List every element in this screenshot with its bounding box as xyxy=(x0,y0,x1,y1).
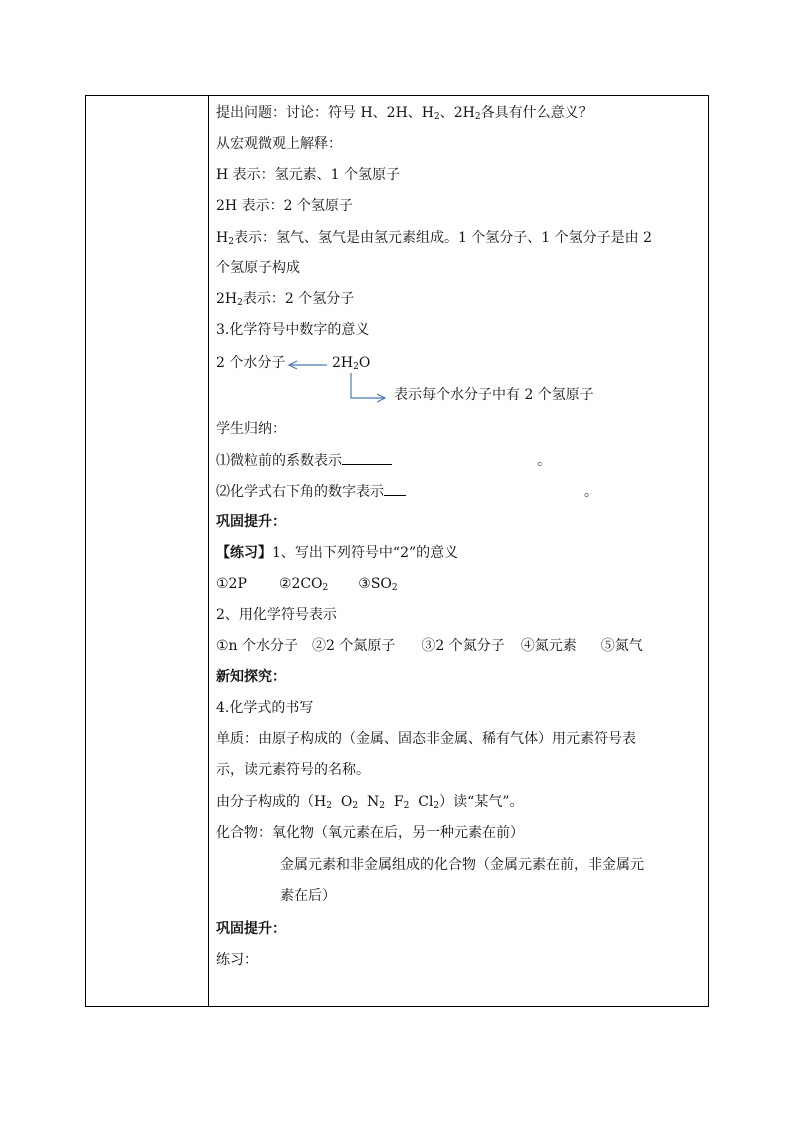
explain-heading: 从宏观微观上解释： xyxy=(216,136,342,152)
new-knowledge-heading: 新知探究： xyxy=(216,669,286,685)
2h2-meaning: $2H_2$表示：2 个氢分子 xyxy=(216,291,355,308)
summary-item-1-period: 。 xyxy=(537,453,551,469)
element-substance-rule-cont: 示，读元素符号的名称。 xyxy=(216,762,370,778)
exercise-1-items: ①2P $②2CO_2$ $③SO_2$ xyxy=(216,576,398,593)
diagram-left-label: 2 个水分子 xyxy=(216,355,286,371)
diagram-formula: $2H_2O$ xyxy=(332,355,371,372)
section-4-title: 4.化学式的书写 xyxy=(216,700,314,716)
diagram-arrows xyxy=(209,96,509,416)
lesson-table xyxy=(85,95,709,1007)
student-summary: 学生归纳： xyxy=(216,421,286,437)
compound-rule: 化合物：氧化物（氧元素在后，另一种元素在前） xyxy=(216,825,524,841)
content-cell xyxy=(209,96,708,1006)
summary-item-2: ⑵化学式右下角的数字表示 xyxy=(216,483,406,501)
practice-label: 练习： xyxy=(216,952,258,968)
answer-blank-2 xyxy=(384,483,406,496)
h-meaning: H 表示：氢元素、1 个氢原子 xyxy=(216,167,401,183)
question-line: 提出问题：讨论：符号 H、2H、$H_2$、$2H_2$各具有什么意义？ xyxy=(216,105,593,122)
right-arrow-line xyxy=(351,373,385,398)
diagram-right-label: 表示每个水分子中有 2 个氢原子 xyxy=(394,387,594,403)
summary-item-1: ⑴微粒前的系数表示 xyxy=(216,452,392,470)
element-substance-rule: 单质：由原子构成的（金属、固态非金属、稀有气体）用元素符号表 xyxy=(216,731,636,747)
consolidate-heading-2: 巩固提升： xyxy=(216,921,286,937)
consolidate-heading-1: 巩固提升： xyxy=(216,514,286,530)
molecule-rule: 由分子构成的（$H_2$ $O_2$ $N_2$ $F_2$ $Cl_2$）读“某气”。 xyxy=(216,794,524,811)
h2-meaning: $H_2$表示：氢气、氢气是由氢元素组成。1 个氢分子、1 个氢分子是由 2 xyxy=(216,230,653,247)
exercise-1: 【练习】1、写出下列符号中“2”的意义 xyxy=(216,545,459,561)
exercise-2: 2、用化学符号表示 xyxy=(216,607,337,623)
left-cell xyxy=(86,96,208,1006)
section-3-title: 3.化学符号中数字的意义 xyxy=(216,322,370,338)
2h-meaning: 2H 表示：2 个氢原子 xyxy=(216,198,353,214)
summary-item-2-period: 。 xyxy=(584,484,598,500)
answer-blank-1 xyxy=(342,452,392,465)
compound-rule-metal-cont: 素在后） xyxy=(280,888,336,904)
exercise-2-items: ①n 个水分子 ②2 个氮原子 ③2 个氮分子 ④氮元素 ⑤氮气 xyxy=(216,638,643,654)
compound-rule-metal: 金属元素和非金属组成的化合物（金属元素在前，非金属元 xyxy=(280,857,644,873)
h2-meaning-cont: 个氢原子构成 xyxy=(216,260,300,276)
